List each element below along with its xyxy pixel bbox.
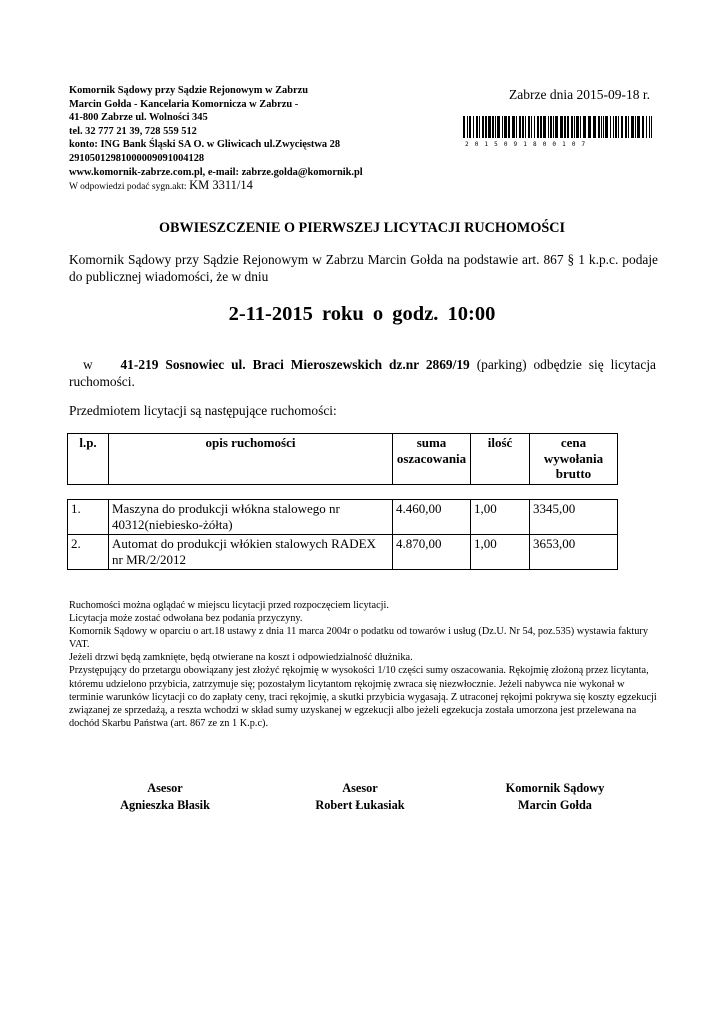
svg-text:2015091800107: 2015091800107 — [465, 141, 592, 148]
auction-datetime: 2-11-2015 roku o godz. 10:00 — [228, 303, 496, 325]
cell-description: Maszyna do produkcji włókna stalowego nr 40312(niebiesko-żółta) — [109, 500, 393, 535]
note-line: Licytacja może zostać odwołana bez podania przyczyny. — [69, 613, 303, 625]
cell-price: 3345,00 — [530, 500, 618, 535]
cell-lp: 1. — [68, 500, 109, 535]
col-header-quantity: ilość — [471, 434, 530, 485]
notes-section — [69, 599, 658, 730]
col-header-valuation: suma oszacowania — [393, 434, 471, 485]
items-table-header — [67, 433, 618, 485]
intro-paragraph: Komornik Sądowy przy Sądzie Rejonowym w Zabrzu Marcin Gołda na podstawie art. 867 § 1 k.p.c. podaje do publicznej wiadomości, że w dniu — [69, 252, 658, 284]
location-address: 41-219 Sosnowiec ul. Braci Mieroszewskich dz.nr 2869/19 — [120, 357, 470, 372]
document-title: OBWIESZCZENIE O PIERWSZEJ LICYTACJI RUCHOMOŚCI — [158, 220, 566, 236]
document-date: Zabrze dnia 2015-09-18 r. — [509, 87, 650, 102]
note-line: Jeżeli drzwi będą zamknięte, będą otwierane na koszt i odpowiedzialność dłużnika. — [69, 652, 413, 664]
letterhead-line: Marcin Gołda - Kancelaria Komornicza w Zabrzu - — [69, 98, 299, 110]
signature-role: Asesor — [342, 781, 378, 795]
cell-quantity: 1,00 — [471, 535, 530, 570]
signature-block — [295, 780, 425, 813]
cell-valuation: 4.460,00 — [393, 500, 471, 535]
case-reference-label: W odpowiedzi podać sygn.akt: — [69, 182, 187, 193]
signature-block — [490, 780, 620, 813]
letterhead-line: www.komornik-zabrze.com.pl, e-mail: zabrze.golda@komornik.pl — [69, 166, 363, 178]
letterhead-line: konto: ING Bank Śląski SA O. w Gliwicach ul.Zwycięstwa 28 — [69, 139, 341, 151]
location-suffix: (parking) odbędzie się licytacja ruchomości. — [69, 357, 656, 389]
cell-description: Automat do produkcji włókien stalowych RADEX nr MR/2/2012 — [109, 535, 393, 570]
case-reference — [69, 179, 409, 195]
signature-name: Agnieszka Błasik — [120, 797, 210, 812]
col-header-lp: l.p. — [68, 434, 109, 485]
letterhead-line: Komornik Sądowy przy Sądzie Rejonowym w Zabrzu — [69, 85, 308, 96]
signature-name: Robert Łukasiak — [315, 797, 405, 812]
note-line: Komornik Sądowy w oparciu o art.18 ustawy z dnia 11 marca 2004r o podatku od towarów i usług (Dz.U. Nr 54, poz.535) wystawia faktury VAT. — [69, 626, 648, 651]
location-prefix: w — [82, 357, 93, 372]
cell-quantity: 1,00 — [471, 500, 530, 535]
case-reference-value: KM 3311/14 — [189, 178, 253, 193]
signature-role: Asesor — [147, 781, 183, 795]
letterhead-line: tel. 32 777 21 39, 728 559 512 — [69, 125, 197, 137]
note-line: Przystępujący do przetargu obowiązany jest złożyć rękojmię w wysokości 1/10 części sumy oszacowania. Rękojmię złożoną przez licytanta, któremu udzielono przybicia, zatrzymuje się; pozostałym licytantom rękojmię zwraca się niezwłocznie. Jeżeli nabywca nie wykonał w terminie warunków licytacji co do zapłaty ceny, traci rękojmię, a skutki przybicia wygasają. Z utraconej rękojmi pokrywa się koszty egzekucji związanej ze sprzedażą, a reszta wchodzi w skład sumy uzyskanej w egzekucji albo jeżeli egzekucja została umorzona jest przelewana na dochód Skarbu Państwa (art. 867 ze zn 1 K.p.c). — [69, 665, 657, 729]
signature-name: Marcin Gołda — [518, 797, 592, 812]
cell-lp: 2. — [68, 535, 109, 570]
cell-valuation: 4.870,00 — [393, 535, 471, 570]
col-header-description: opis ruchomości — [109, 434, 393, 485]
items-table — [67, 499, 618, 570]
signature-role: Komornik Sądowy — [505, 781, 605, 795]
table-row — [68, 500, 618, 535]
barcode-icon — [461, 116, 656, 148]
letterhead — [69, 84, 409, 195]
subject-line: Przedmiotem licytacji są następujące ruchomości: — [69, 403, 337, 418]
auction-location — [69, 356, 656, 390]
cell-price: 3653,00 — [530, 535, 618, 570]
col-header-price: cena wywołania brutto — [530, 434, 618, 485]
letterhead-line: 41-800 Zabrze ul. Wolności 345 — [69, 112, 208, 124]
letterhead-line: 29105012981000009091004128 — [69, 152, 205, 164]
table-row — [68, 535, 618, 570]
signature-block — [100, 780, 230, 813]
note-line: Ruchomości można oglądać w miejscu licytacji przed rozpoczęciem licytacji. — [69, 600, 389, 611]
